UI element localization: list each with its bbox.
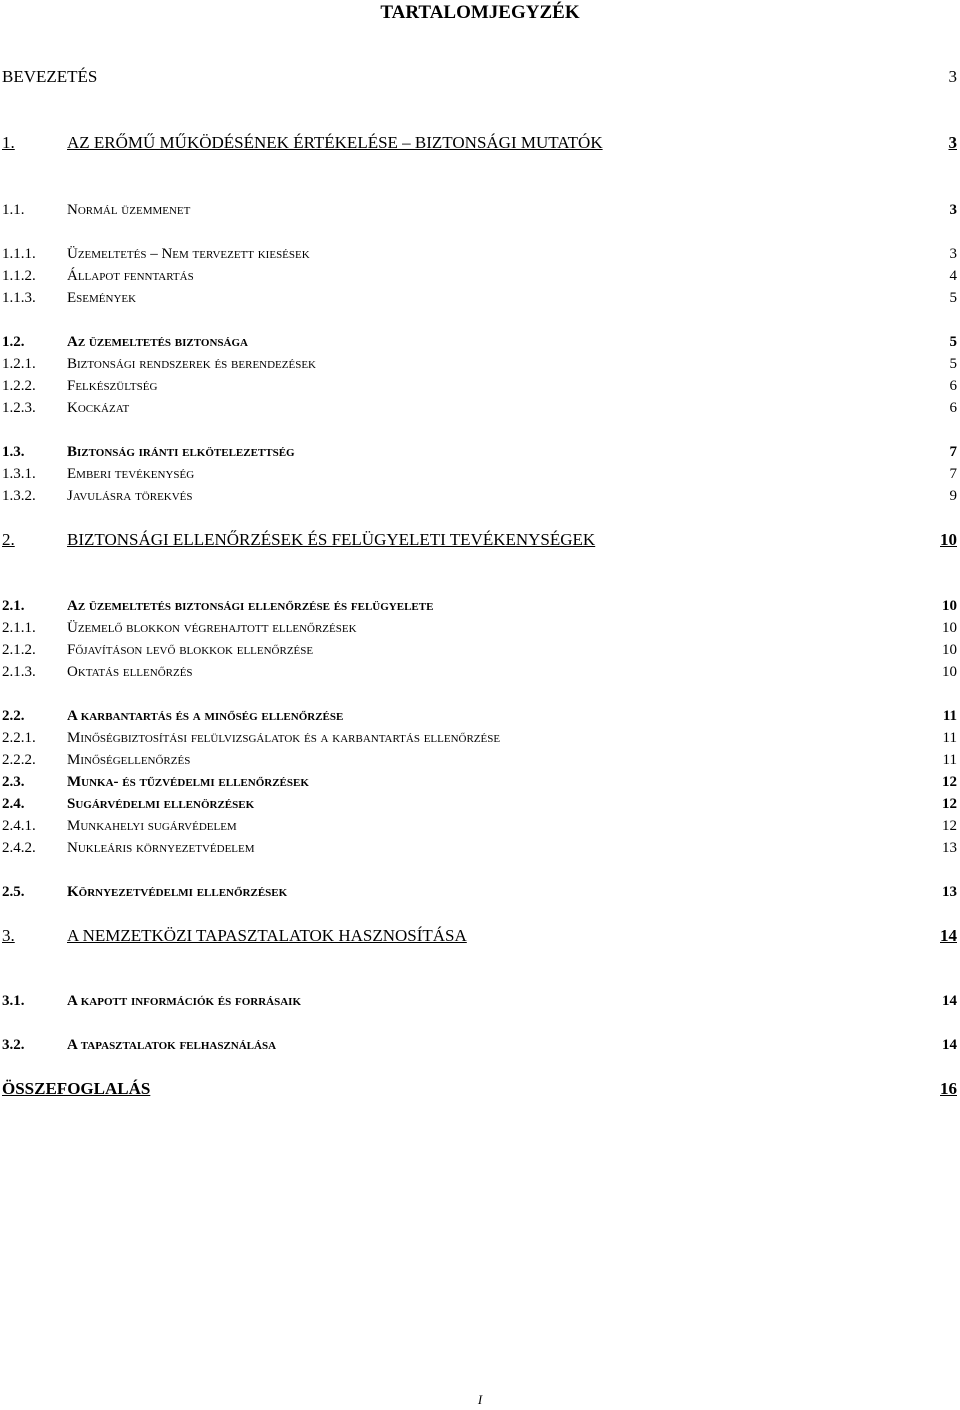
toc-entry-intro[interactable] xyxy=(0,66,957,88)
toc-entry-number: 2.1.2. xyxy=(2,642,36,658)
toc-entry-number: 1.1.3. xyxy=(2,290,36,306)
toc-entry-section-2-1[interactable] xyxy=(0,595,957,617)
toc-entry-number: 1.3.2. xyxy=(2,488,36,504)
toc-entry-number: 1.2.3. xyxy=(2,400,36,416)
toc-entry-page: 10 xyxy=(942,598,957,614)
toc-entry-section-2-2[interactable] xyxy=(0,705,957,727)
toc-entry-label: Emberi tevékenység xyxy=(67,466,195,482)
toc-entry-subsection-2-4-1[interactable] xyxy=(0,815,957,837)
toc-entry-page: 11 xyxy=(942,708,957,724)
toc-entry-label: Biztonság iránti elkötelezettség xyxy=(67,444,295,460)
toc-entry-page: 3 xyxy=(948,133,957,152)
toc-entry-page: 10 xyxy=(942,664,957,680)
toc-entry-label: BIZTONSÁGI ELLENŐRZÉSEK ÉS FELÜGYELETI TEVÉKENYSÉGEK xyxy=(67,530,596,549)
toc-entry-page: 14 xyxy=(942,993,957,1009)
toc-entry-page: 3 xyxy=(949,246,957,262)
toc-entry-label: Felkészültség xyxy=(67,378,158,394)
toc-entry-number: 3.1. xyxy=(2,993,25,1009)
document-title: TARTALOMJEGYZÉK xyxy=(380,2,580,23)
toc-entry-page: 16 xyxy=(940,1079,957,1098)
toc-entry-number: 3. xyxy=(2,926,15,945)
toc-entry-page: 14 xyxy=(940,926,957,945)
toc-entry-page: 5 xyxy=(949,356,957,372)
toc-entry-label: Főjavításon levő blokkok ellenőrzése xyxy=(67,642,314,658)
toc-entry-label: Üzemeltetés – Nem tervezett kiesések xyxy=(67,246,310,262)
toc-entry-page: 12 xyxy=(942,818,957,834)
toc-entry-label: Kockázat xyxy=(67,400,130,416)
toc-entry-chapter-3[interactable] xyxy=(0,925,957,947)
toc-entry-page: 12 xyxy=(942,796,957,812)
toc-entry-number: 1.1.1. xyxy=(2,246,36,262)
toc-entry-label: AZ ERŐMŰ MŰKÖDÉSÉNEK ÉRTÉKELÉSE – BIZTONSÁGI MUTATÓK xyxy=(67,133,603,152)
toc-entry-page: 13 xyxy=(942,840,957,856)
toc-entry-page: 3 xyxy=(948,67,957,86)
toc-entry-label: A karbantartás és a minőség ellenőrzése xyxy=(67,708,344,724)
toc-entry-page: 10 xyxy=(942,642,957,658)
toc-entry-label: Az üzemeltetés biztonsága xyxy=(67,334,248,350)
toc-entry-label: Javulásra törekvés xyxy=(67,488,193,504)
toc-entry-subsection-2-1-3[interactable] xyxy=(0,661,957,683)
toc-entry-number: 1.2.1. xyxy=(2,356,36,372)
toc-entry-section-1-2[interactable] xyxy=(0,331,957,353)
toc-entry-label: A tapasztalatok felhasználása xyxy=(67,1037,277,1053)
toc-entry-number: 2.2. xyxy=(2,708,25,724)
toc-entry-subsection-2-2-1[interactable] xyxy=(0,727,957,749)
toc-entry-subsection-1-3-2[interactable] xyxy=(0,485,957,507)
toc-entry-number: 2.1. xyxy=(2,598,25,614)
toc-entry-label: Biztonsági rendszerek és berendezések xyxy=(67,356,316,372)
toc-entry-page: 6 xyxy=(949,378,957,394)
toc-entry-page: 5 xyxy=(949,334,957,350)
page-number: I xyxy=(477,1392,483,1407)
toc-entry-page: 7 xyxy=(949,444,957,460)
toc-entry-number: 3.2. xyxy=(2,1037,25,1053)
toc-entry-subsection-2-1-2[interactable] xyxy=(0,639,957,661)
toc-entry-number: 1.3.1. xyxy=(2,466,36,482)
toc-entry-label: ÖSSZEFOGLALÁS xyxy=(2,1079,151,1098)
toc-entry-number: 2.2.1. xyxy=(2,730,36,746)
toc-entry-label: Munkahelyi sugárvédelem xyxy=(67,818,237,834)
toc-entry-page: 10 xyxy=(942,620,957,636)
toc-entry-subsection-1-1-3[interactable] xyxy=(0,287,957,309)
toc-entry-page: 13 xyxy=(942,884,957,900)
toc-entry-number: 2.2.2. xyxy=(2,752,36,768)
toc-entry-label: Az üzemeltetés biztonsági ellenőrzése és felügyelete xyxy=(67,598,434,614)
toc-entry-label: Sugárvédelmi ellenörzések xyxy=(67,796,255,812)
toc-entry-section-1-1[interactable] xyxy=(0,199,957,221)
toc-entry-summary[interactable] xyxy=(0,1078,957,1100)
toc-entry-page: 12 xyxy=(942,774,957,790)
toc-entry-page: 9 xyxy=(949,488,957,504)
toc-entry-page: 10 xyxy=(940,530,957,549)
toc-entry-subsection-1-2-2[interactable] xyxy=(0,375,957,397)
toc-entry-number: 2.1.1. xyxy=(2,620,36,636)
toc-entry-subsection-1-2-3[interactable] xyxy=(0,397,957,419)
toc-entry-subsection-2-2-2[interactable] xyxy=(0,749,957,771)
toc-entry-subsection-1-3-1[interactable] xyxy=(0,463,957,485)
toc-entry-page: 11 xyxy=(942,752,957,768)
toc-entry-label: Munka- és tűzvédelmi ellenőrzések xyxy=(67,774,309,790)
toc-entry-label: Üzemelő blokkon végrehajtott ellenőrzések xyxy=(67,620,357,636)
toc-entry-label: Állapot fenntartás xyxy=(67,268,194,284)
toc-entry-number: 2.4.2. xyxy=(2,840,36,856)
toc-entry-subsection-1-1-1[interactable] xyxy=(0,243,957,265)
toc-entry-number: 1.2. xyxy=(2,334,25,350)
toc-entry-page: 3 xyxy=(949,202,957,218)
toc-entry-section-1-3[interactable] xyxy=(0,441,957,463)
toc-entry-number: 2.4. xyxy=(2,796,25,812)
toc-entry-number: 2.1.3. xyxy=(2,664,36,680)
toc-entry-page: 14 xyxy=(942,1037,957,1053)
toc-entry-label: Normál üzemmenet xyxy=(67,202,191,218)
toc-entry-page: 4 xyxy=(949,268,957,284)
toc-entry-label: Események xyxy=(67,290,137,306)
toc-entry-number: 1. xyxy=(2,133,15,152)
toc-entry-page: 11 xyxy=(942,730,957,746)
toc-entry-subsection-2-4-2[interactable] xyxy=(0,837,957,859)
toc-entry-number: 2. xyxy=(2,530,15,549)
toc-entry-number: 1.2.2. xyxy=(2,378,36,394)
toc-entry-section-3-1[interactable] xyxy=(0,990,957,1012)
toc-entry-number: 2.4.1. xyxy=(2,818,36,834)
toc-entry-number: 1.1.2. xyxy=(2,268,36,284)
toc-entry-section-2-3[interactable] xyxy=(0,771,957,793)
toc-entry-number: 1.3. xyxy=(2,444,25,460)
toc-entry-section-2-4[interactable] xyxy=(0,793,957,815)
toc-entry-label: Nukleáris környezetvédelem xyxy=(67,840,255,856)
toc-entry-subsection-1-1-2[interactable] xyxy=(0,265,957,287)
toc-entry-label: A kapott információk és forrásaik xyxy=(67,993,302,1009)
toc-entry-number: 2.3. xyxy=(2,774,25,790)
toc-entry-number: 1.1. xyxy=(2,202,25,218)
toc-entry-label: A NEMZETKÖZI TAPASZTALATOK HASZNOSÍTÁSA xyxy=(67,926,467,945)
toc-entry-chapter-1[interactable] xyxy=(0,132,957,154)
toc-entry-label: Minőségellenőrzés xyxy=(67,752,191,768)
toc-entry-page: 6 xyxy=(949,400,957,416)
toc-entry-chapter-2[interactable] xyxy=(0,529,957,551)
toc-entry-label: Környezetvédelmi ellenőrzések xyxy=(67,884,288,900)
toc-entry-label: Oktatás ellenőrzés xyxy=(67,664,193,680)
toc-entry-page: 5 xyxy=(949,290,957,306)
toc-entry-section-2-5[interactable] xyxy=(0,881,957,903)
toc-entry-page: 7 xyxy=(949,466,957,482)
toc-entry-subsection-1-2-1[interactable] xyxy=(0,353,957,375)
toc-entry-label: Minőségbiztosítási felülvizsgálatok és a karbantartás ellenőrzése xyxy=(67,730,501,746)
toc-entry-section-3-2[interactable] xyxy=(0,1034,957,1056)
toc-entry-subsection-2-1-1[interactable] xyxy=(0,617,957,639)
toc-entry-label: BEVEZETÉS xyxy=(2,67,98,86)
toc-entry-number: 2.5. xyxy=(2,884,25,900)
